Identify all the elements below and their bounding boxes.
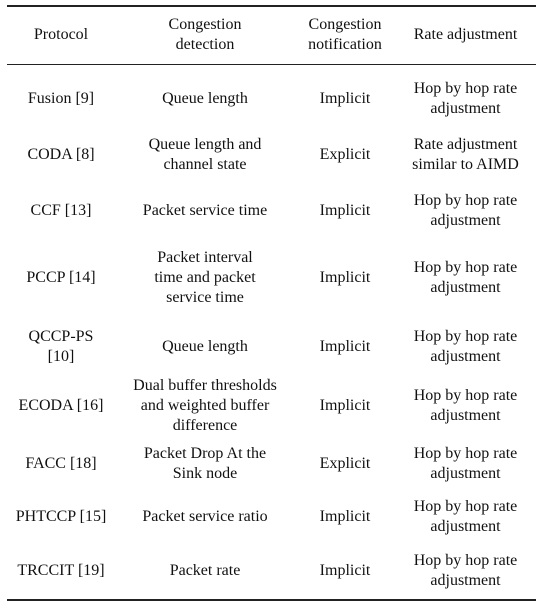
cell-rate-line: adjustment <box>430 100 501 118</box>
cell-rate-line: Hop by hop rate <box>413 498 518 515</box>
cell-detection <box>115 126 295 184</box>
cell-detection-line: Packet service ratio <box>142 508 268 525</box>
table-row <box>7 126 536 184</box>
cell-rate-adjustment <box>395 436 536 492</box>
cell-protocol <box>7 542 115 600</box>
cell-notification <box>295 376 395 436</box>
cell-detection-line: Queue length <box>162 338 248 355</box>
cell-notification-text: Implicit <box>319 397 371 414</box>
table-row <box>7 376 536 436</box>
cell-notification <box>295 492 395 542</box>
cell-detection <box>115 318 295 376</box>
cell-notification-text: Implicit <box>319 202 371 219</box>
cell-rate-adjustment <box>395 238 536 318</box>
cell-rate-line: Rate adjustment <box>413 136 518 153</box>
cell-protocol <box>7 64 115 126</box>
table-row <box>7 436 536 492</box>
cell-rate-line: adjustment <box>430 212 501 229</box>
cell-notification <box>295 64 395 126</box>
header-rate-adjustment <box>395 6 536 64</box>
cell-protocol-line: PCCP [14] <box>26 269 96 286</box>
cell-detection <box>115 492 295 542</box>
cell-notification <box>295 184 395 238</box>
cell-protocol-line: [10] <box>47 348 75 365</box>
cell-rate-adjustment <box>395 64 536 126</box>
cell-protocol-line: QCCP-PS <box>28 328 94 345</box>
cell-rate-adjustment <box>395 492 536 542</box>
table-row <box>7 184 536 238</box>
cell-protocol-line: TRCCIT [19] <box>17 561 105 579</box>
cell-notification <box>295 238 395 318</box>
table-row <box>7 492 536 542</box>
cell-rate-line: Hop by hop rate <box>413 551 518 569</box>
cell-rate-line: adjustment <box>430 465 501 482</box>
cell-notification <box>295 436 395 492</box>
table-row <box>7 318 536 376</box>
cell-protocol <box>7 318 115 376</box>
header-detection-line2: detection <box>175 36 235 54</box>
cell-detection <box>115 238 295 318</box>
cell-detection-line: Queue length and <box>148 136 262 153</box>
cell-detection-line: time and packet <box>154 269 256 286</box>
cell-protocol-line: ECODA [16] <box>18 397 104 414</box>
table-row <box>7 64 536 126</box>
header-protocol <box>7 6 115 64</box>
cell-rate-line: adjustment <box>430 279 501 296</box>
table-row <box>7 542 536 600</box>
cell-detection-line: Sink node <box>172 465 238 482</box>
cell-notification <box>295 318 395 376</box>
cell-detection <box>115 376 295 436</box>
cell-detection-line: Dual buffer thresholds <box>133 377 277 394</box>
cell-detection <box>115 542 295 600</box>
cell-notification-text: Implicit <box>319 338 371 355</box>
cell-protocol-line: PHTCCP [15] <box>15 508 107 525</box>
cell-rate-line: adjustment <box>430 571 501 589</box>
cell-detection <box>115 184 295 238</box>
header-detection-line1: Congestion <box>168 16 242 34</box>
cell-notification-text: Implicit <box>319 508 371 525</box>
header-notification-line2: notification <box>308 36 382 54</box>
cell-protocol-line: CODA [8] <box>27 146 95 163</box>
header-protocol-text: Protocol <box>33 26 89 44</box>
cell-rate-line: Hop by hop rate <box>413 328 518 345</box>
protocol-comparison-table <box>7 5 536 601</box>
cell-detection-line: and weighted buffer <box>140 397 270 414</box>
header-congestion-notification <box>295 6 395 64</box>
cell-rate-line: similar to AIMD <box>412 156 519 173</box>
header-notification-line1: Congestion <box>308 16 382 34</box>
cell-protocol-line: FACC [18] <box>25 455 97 472</box>
cell-protocol <box>7 126 115 184</box>
cell-detection-line: Packet Drop At the <box>143 445 267 462</box>
table-body <box>7 64 536 600</box>
cell-detection-line: Packet interval <box>157 249 253 266</box>
cell-protocol <box>7 238 115 318</box>
cell-notification-text: Implicit <box>319 90 371 108</box>
table-row <box>7 238 536 318</box>
cell-notification <box>295 126 395 184</box>
cell-detection-line: service time <box>166 289 244 306</box>
cell-protocol <box>7 184 115 238</box>
cell-notification-text: Explicit <box>319 146 371 163</box>
header-congestion-detection <box>115 6 295 64</box>
cell-detection-line: Queue length <box>162 90 248 108</box>
cell-rate-line: adjustment <box>430 518 501 535</box>
cell-rate-line: Hop by hop rate <box>413 192 518 209</box>
cell-detection <box>115 64 295 126</box>
cell-rate-line: Hop by hop rate <box>413 387 518 404</box>
cell-rate-line: Hop by hop rate <box>413 259 518 276</box>
cell-detection-line: channel state <box>163 156 247 173</box>
cell-rate-adjustment <box>395 126 536 184</box>
cell-protocol <box>7 436 115 492</box>
cell-notification <box>295 542 395 600</box>
cell-detection-line: difference <box>172 417 238 434</box>
cell-protocol-line: CCF [13] <box>30 202 92 219</box>
cell-notification-text: Implicit <box>319 561 371 579</box>
table-header-row <box>7 6 536 64</box>
cell-rate-line: Hop by hop rate <box>413 445 518 462</box>
cell-rate-line: adjustment <box>430 348 501 365</box>
cell-protocol-line: Fusion [9] <box>27 90 95 108</box>
cell-protocol <box>7 376 115 436</box>
cell-rate-line: adjustment <box>430 407 501 424</box>
cell-detection-line: Packet service time <box>142 202 268 219</box>
cell-rate-adjustment <box>395 542 536 600</box>
cell-rate-adjustment <box>395 184 536 238</box>
cell-rate-adjustment <box>395 318 536 376</box>
cell-notification-text: Explicit <box>319 455 371 472</box>
cell-detection-line: Packet rate <box>169 561 241 579</box>
cell-protocol <box>7 492 115 542</box>
cell-rate-line: Hop by hop rate <box>413 80 518 98</box>
cell-notification-text: Implicit <box>319 269 371 286</box>
cell-detection <box>115 436 295 492</box>
cell-rate-adjustment <box>395 376 536 436</box>
header-rate-text: Rate adjustment <box>413 26 518 44</box>
